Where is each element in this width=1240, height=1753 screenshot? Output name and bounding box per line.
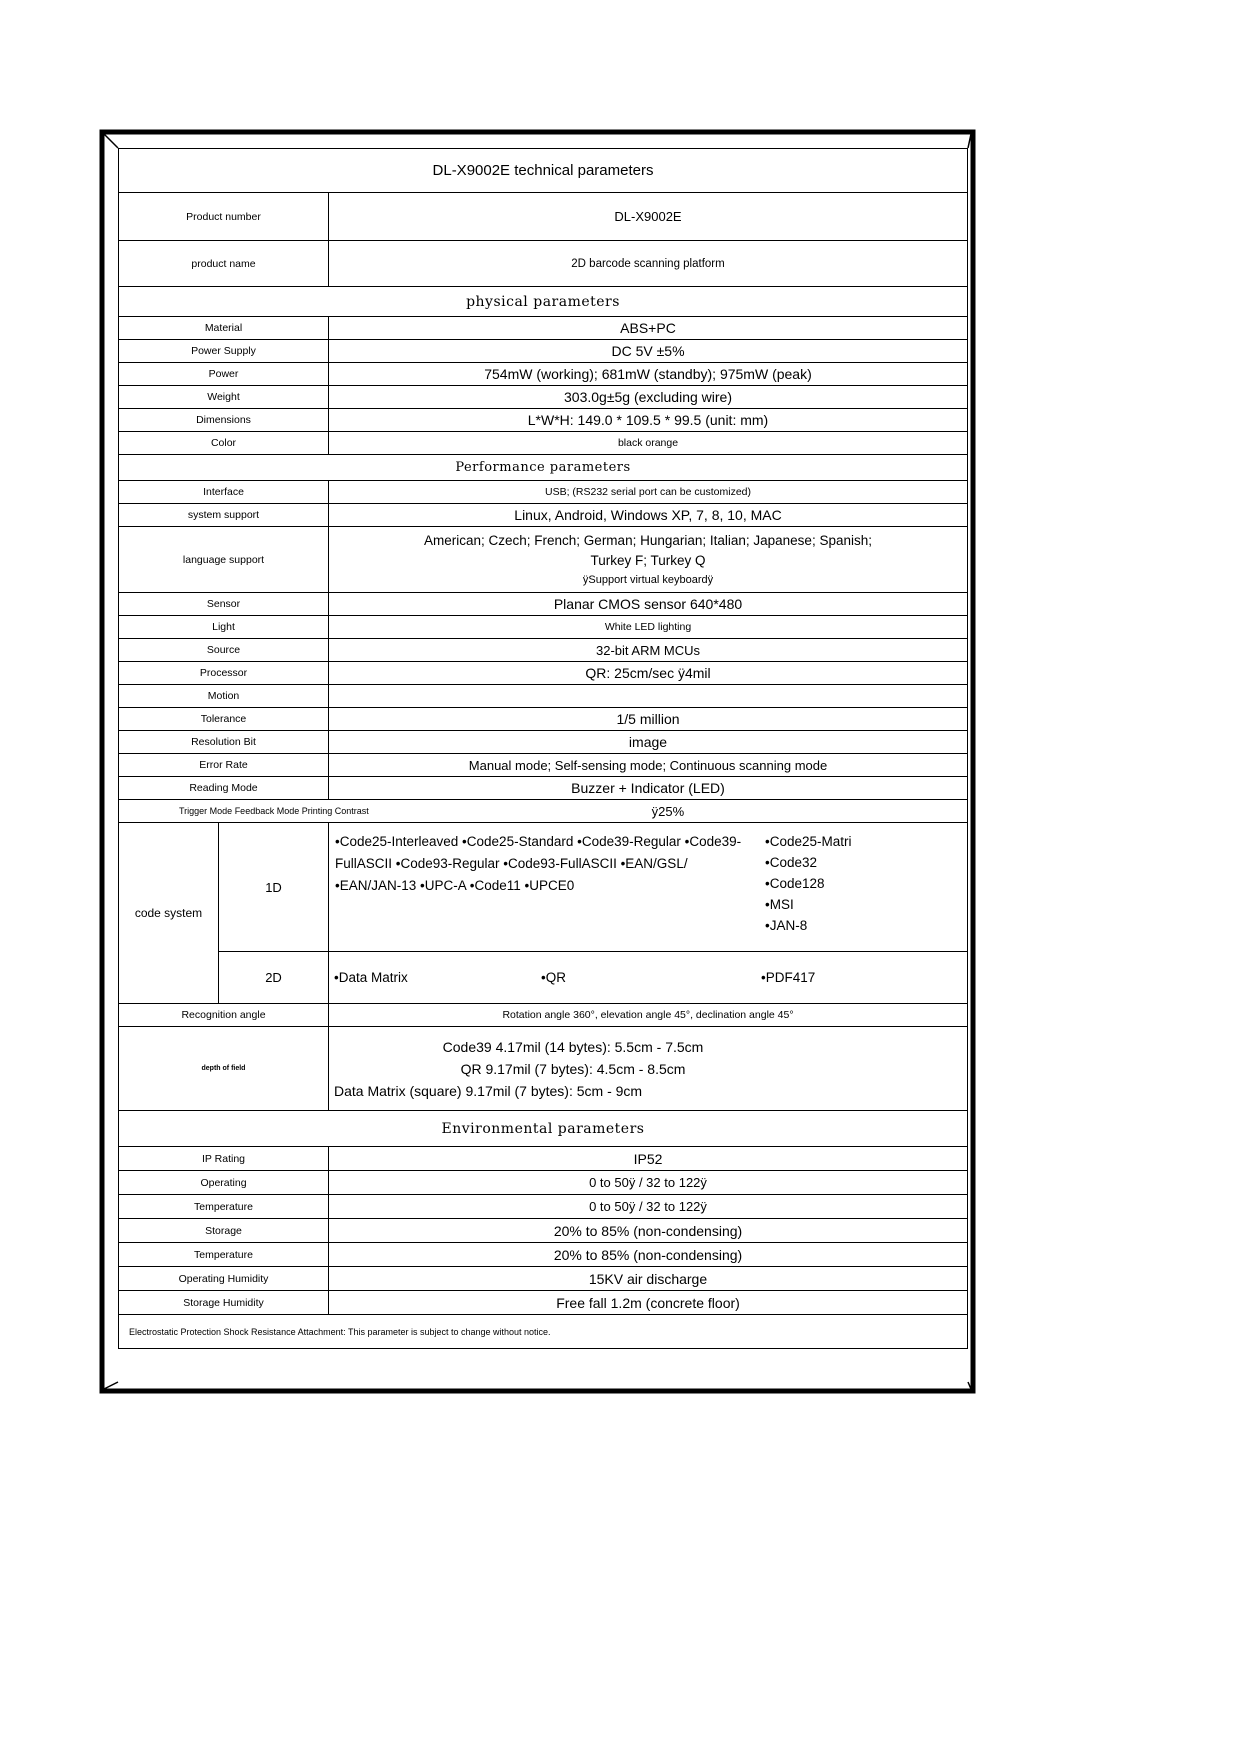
product-number-label: Product number — [119, 193, 329, 240]
table-row — [119, 386, 967, 409]
product-name-value: 2D barcode scanning platform — [571, 257, 725, 270]
table-row — [119, 1243, 967, 1267]
operating-label: Operating — [119, 1171, 329, 1194]
code-system-1d-main — [335, 831, 761, 951]
table-row — [119, 662, 967, 685]
code-system-2d-row — [219, 952, 967, 1003]
operating-value: 0 to 50ÿ / 32 to 122ÿ — [589, 1175, 707, 1190]
system-support-label: system support — [119, 504, 329, 526]
processor-value: QR: 25cm/sec ÿ4mil — [585, 665, 711, 681]
sensor-value: Planar CMOS sensor 640*480 — [553, 596, 743, 612]
table-row — [119, 1267, 967, 1291]
section-title: Environmental parameters — [441, 1120, 645, 1137]
table-row — [119, 639, 967, 662]
table-row — [119, 481, 967, 504]
table-row — [119, 593, 967, 616]
product-number-value: DL-X9002E — [614, 209, 682, 224]
code-system-1d-side — [761, 831, 967, 951]
page-title: DL-X9002E technical parameters — [432, 162, 654, 179]
code-system-2d-label: 2D — [219, 952, 329, 1003]
color-value: black orange — [617, 437, 679, 449]
resolution-bit-label: Resolution Bit — [119, 731, 329, 753]
table-row — [119, 777, 967, 800]
code-system-2d-content — [329, 952, 967, 1003]
spec-table — [118, 148, 968, 1349]
reading-mode-value: Buzzer + Indicator (LED) — [571, 780, 725, 796]
table-row — [119, 1291, 967, 1315]
recognition-angle-value: Rotation angle 360°, elevation angle 45°, declination angle 45° — [502, 1009, 794, 1021]
table-row — [119, 409, 967, 432]
source-value: 32-bit ARM MCUs — [595, 642, 701, 658]
ip-rating-value: IP52 — [633, 1150, 663, 1167]
table-row — [119, 708, 967, 731]
power-label: Power — [119, 363, 329, 385]
code-system-2d-item: •Data Matrix — [334, 970, 408, 985]
dimensions-value: L*W*H: 149.0 * 109.5 * 99.5 (unit: mm) — [527, 412, 769, 428]
table-row — [119, 754, 967, 777]
storage-humidity-label: Storage Humidity — [119, 1291, 329, 1314]
table-row — [119, 340, 967, 363]
table-row — [119, 1171, 967, 1195]
language-support-value — [329, 527, 967, 592]
table-row — [119, 193, 967, 241]
code-system-1d-label: 1D — [219, 823, 329, 951]
table-row — [119, 527, 967, 593]
depth-line: Data Matrix (square) 9.17mil (7 bytes): 5cm - 9cm — [334, 1082, 643, 1099]
motion-value — [329, 685, 967, 707]
code-system-2d-item: •PDF417 — [761, 970, 816, 985]
table-row — [119, 1219, 967, 1243]
list-item: •Code32 — [765, 855, 818, 870]
operating-humidity-label: Operating Humidity — [119, 1267, 329, 1290]
source-label: Source — [119, 639, 329, 661]
temperature-label: Temperature — [119, 1243, 329, 1266]
temperature-value: 0 to 50ÿ / 32 to 122ÿ — [589, 1199, 707, 1214]
product-name-label: product name — [119, 241, 329, 286]
reading-mode-label: Reading Mode — [119, 777, 329, 799]
interface-value: USB; (RS232 serial port can be customized) — [544, 486, 751, 498]
motion-label: Motion — [119, 685, 329, 707]
recognition-angle-label: Recognition angle — [119, 1004, 329, 1026]
temperature-value: 20% to 85% (non-condensing) — [553, 1246, 743, 1263]
system-support-value: Linux, Android, Windows XP, 7, 8, 10, MAC — [514, 507, 782, 523]
processor-label: Processor — [119, 662, 329, 684]
depth-line: Code39 4.17mil (14 bytes): 5.5cm - 7.5cm — [442, 1038, 704, 1055]
list-item: •JAN-8 — [765, 918, 808, 933]
section-header-performance — [119, 455, 967, 481]
list-item: •EAN/JAN-13 •UPC-A •Code11 •UPCE0 — [335, 878, 575, 893]
resolution-bit-value: image — [628, 734, 668, 750]
footer-note: Electrostatic Protection Shock Resistance Attachment: This parameter is subject to change without notice. — [129, 1326, 551, 1337]
title-row — [119, 149, 967, 193]
depth-of-field-value — [329, 1027, 967, 1110]
temperature-label: Temperature — [119, 1195, 329, 1218]
table-row — [119, 317, 967, 340]
table-row — [119, 731, 967, 754]
footer-note-row — [119, 1315, 967, 1348]
table-row — [119, 685, 967, 708]
weight-label: Weight — [119, 386, 329, 408]
table-row — [119, 800, 967, 823]
tolerance-label: Tolerance — [119, 708, 329, 730]
light-value: White LED lighting — [604, 621, 692, 633]
table-row — [119, 241, 967, 287]
storage-label: Storage — [119, 1219, 329, 1242]
list-item: •Code25-Matri — [765, 834, 852, 849]
light-label: Light — [119, 616, 329, 638]
section-title: physical parameters — [466, 293, 620, 310]
sensor-label: Sensor — [119, 593, 329, 615]
language-lines — [424, 531, 872, 571]
error-rate-label: Error Rate — [119, 754, 329, 776]
depth-of-field-row — [119, 1027, 967, 1111]
operating-humidity-value: 15KV air discharge — [588, 1270, 708, 1287]
interface-label: Interface — [119, 481, 329, 503]
depth-of-field-label — [119, 1027, 329, 1110]
depth-of-field-label-text: depth of field — [201, 1065, 246, 1072]
error-rate-value: Manual mode; Self-sensing mode; Continuous scanning mode — [468, 757, 828, 773]
list-item: American; Czech; French; German; Hungarian; Italian; Japanese; Spanish; — [424, 532, 872, 548]
code-system-1d-content — [329, 823, 967, 951]
code-system-2d-item: •QR — [541, 970, 566, 985]
color-label: Color — [119, 432, 329, 454]
section-title: Performance parameters — [455, 460, 631, 475]
table-row — [119, 1004, 967, 1027]
table-row — [119, 432, 967, 455]
list-item: •Code128 — [765, 876, 825, 891]
tolerance-value: 1/5 million — [616, 711, 680, 727]
code-system-row — [119, 823, 967, 1004]
code-system-1d-row — [219, 823, 967, 952]
table-row — [119, 616, 967, 639]
language-support-label: language support — [119, 527, 329, 592]
table-row — [119, 363, 967, 386]
trigger-mode-label: Trigger Mode Feedback Mode Printing Contrast — [179, 806, 369, 816]
power-supply-label: Power Supply — [119, 340, 329, 362]
storage-value: 20% to 85% (non-condensing) — [553, 1222, 743, 1239]
power-supply-value: DC 5V ±5% — [611, 343, 685, 359]
code-system-body — [219, 823, 967, 1003]
ip-rating-label: IP Rating — [119, 1147, 329, 1170]
table-row — [119, 1195, 967, 1219]
depth-line: QR 9.17mil (7 bytes): 4.5cm - 8.5cm — [460, 1060, 686, 1077]
weight-value: 303.0g±5g (excluding wire) — [564, 389, 732, 405]
list-item: •Code25-Interleaved •Code25-Standard •Code39-Regular •Code39- — [335, 834, 742, 849]
section-header-environmental — [119, 1111, 967, 1147]
list-item: •MSI — [765, 897, 794, 912]
code-system-label: code system — [119, 823, 219, 1003]
language-note: ÿSupport virtual keyboardÿ — [582, 573, 714, 586]
storage-humidity-value: Free fall 1.2m (concrete floor) — [556, 1294, 740, 1311]
power-value: 754mW (working); 681mW (standby); 975mW (peak) — [484, 366, 812, 382]
table-row — [119, 504, 967, 527]
list-item: Turkey F; Turkey Q — [590, 552, 706, 568]
table-row — [119, 1147, 967, 1171]
list-item: FullASCII •Code93-Regular •Code93-FullASCII •EAN/GSL/ — [335, 856, 688, 871]
material-label: Material — [119, 317, 329, 339]
section-header-physical — [119, 287, 967, 317]
dimensions-label: Dimensions — [119, 409, 329, 431]
material-value: ABS+PC — [620, 320, 676, 336]
trigger-mode-value: ÿ25% — [651, 803, 685, 819]
